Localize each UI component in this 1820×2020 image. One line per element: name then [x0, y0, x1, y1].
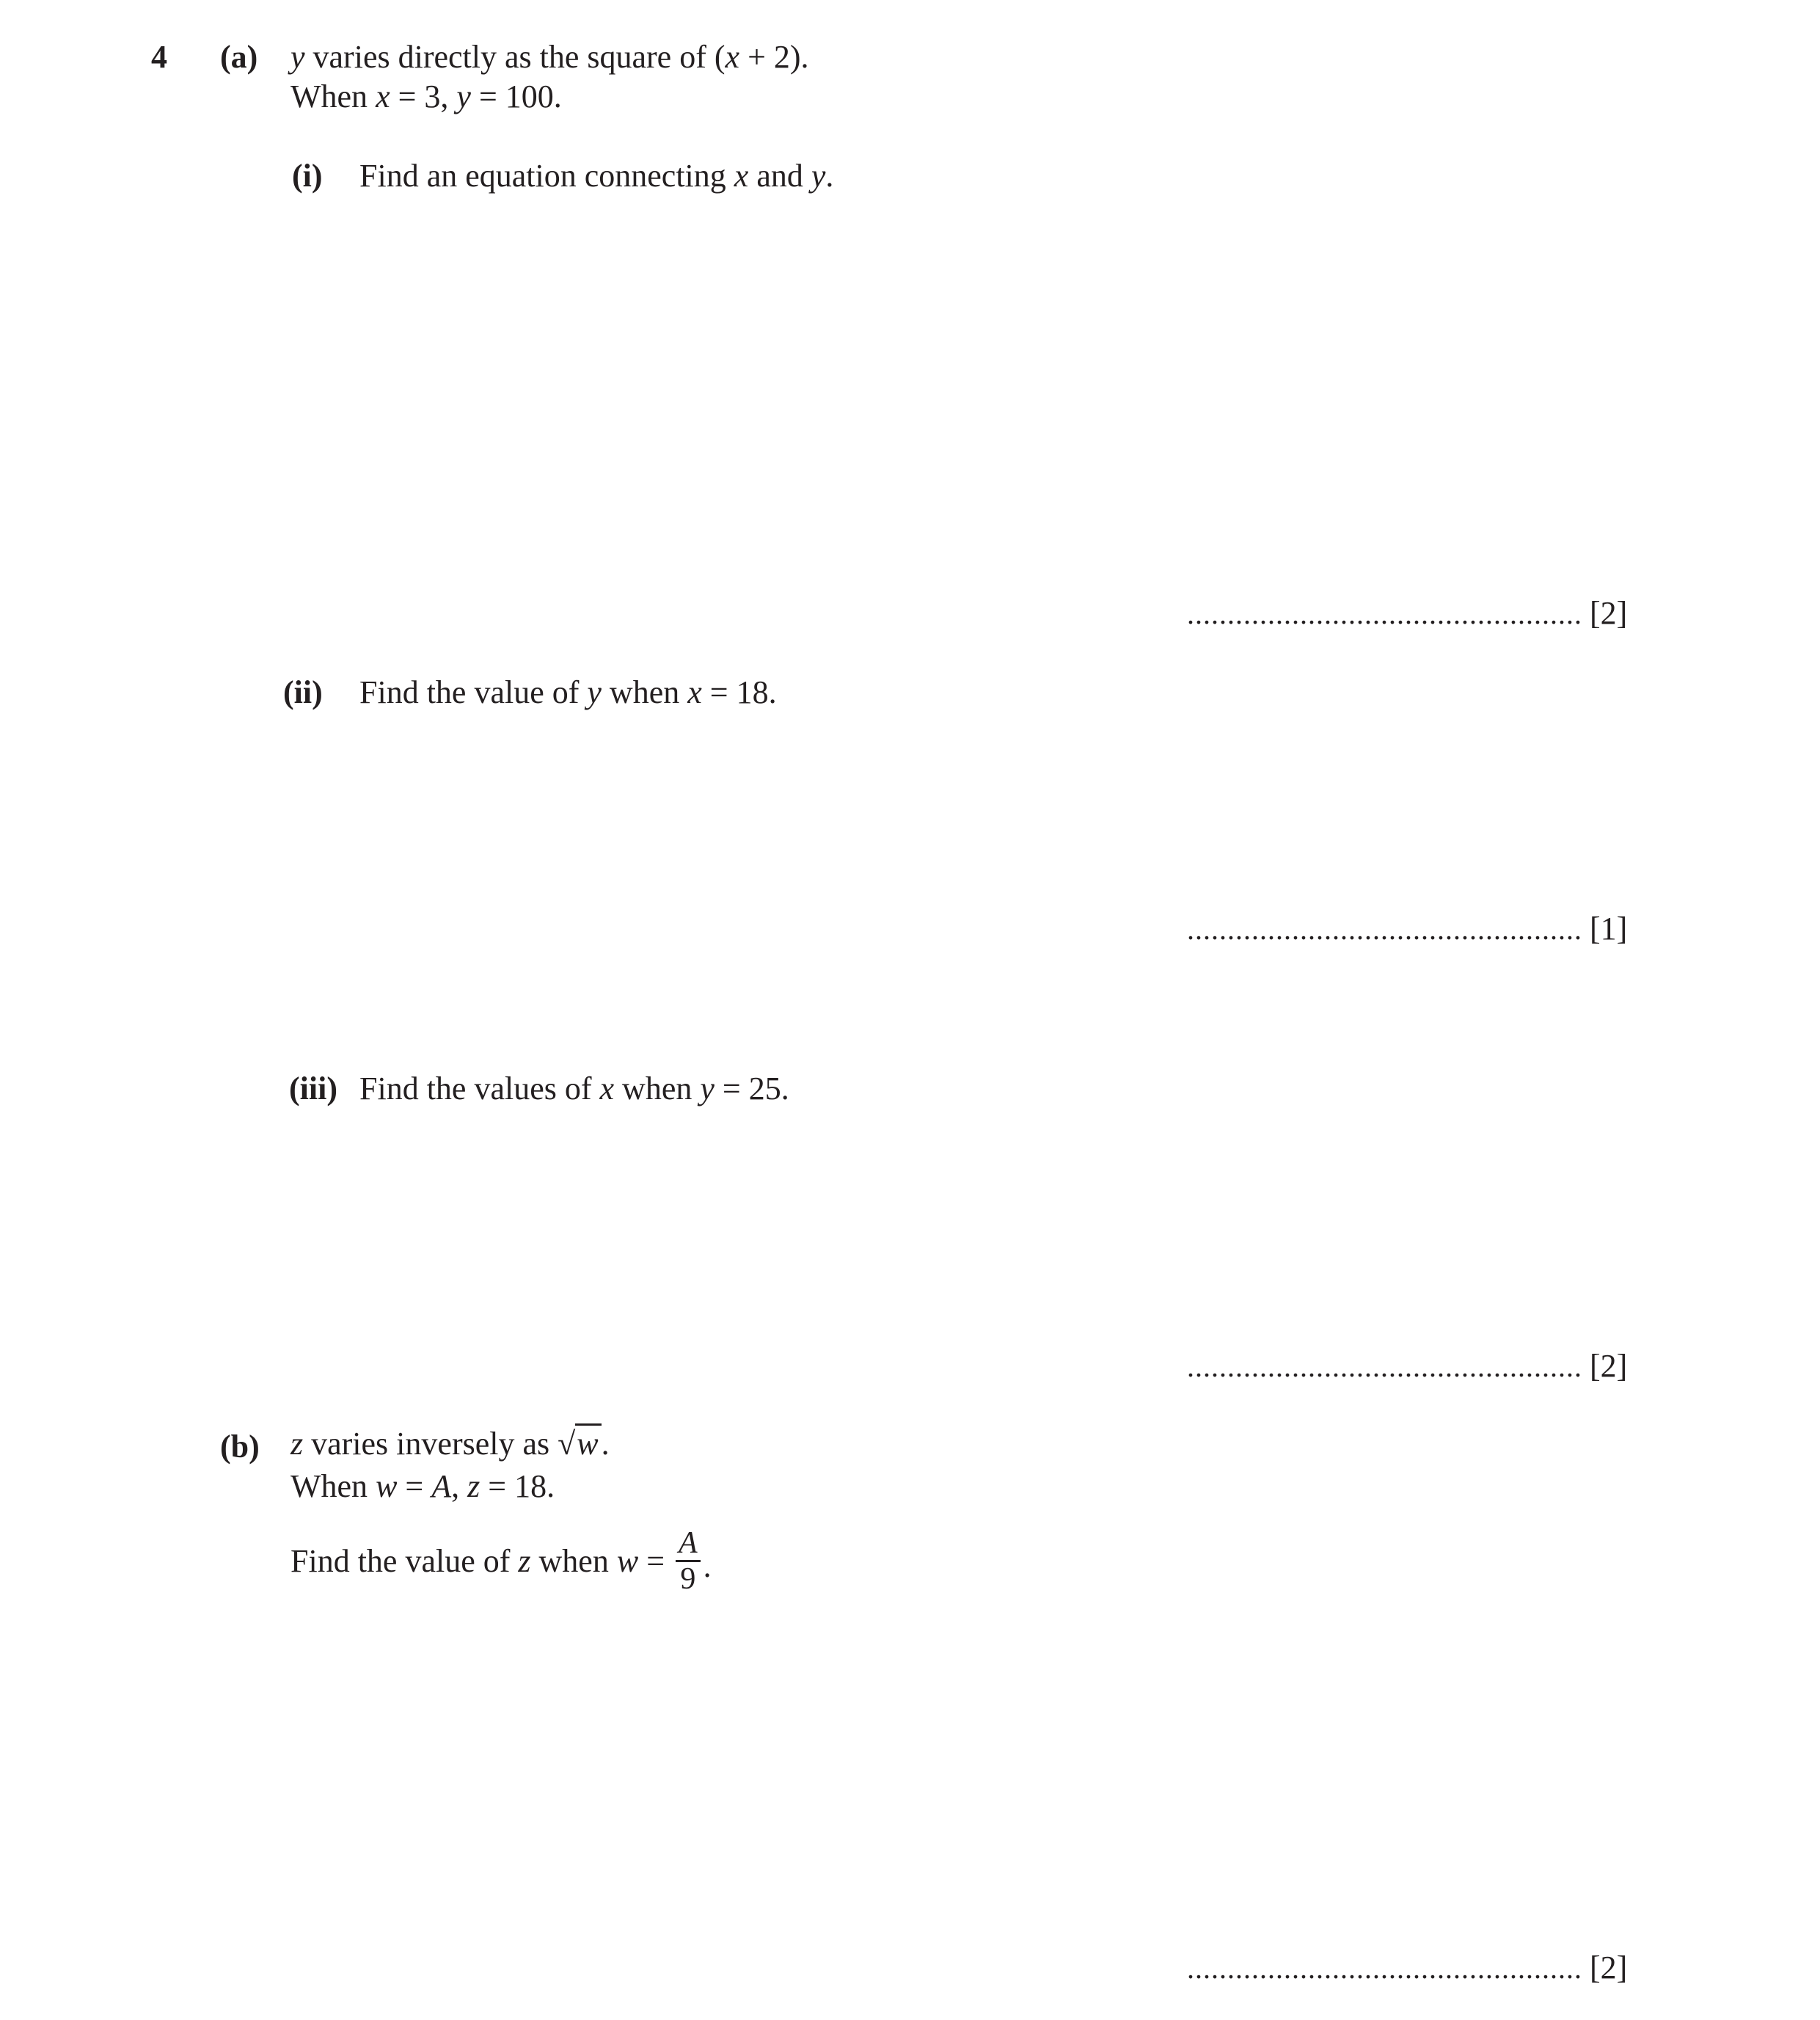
eq-text: = 18.	[480, 1468, 555, 1504]
part-b-task	[290, 1528, 712, 1594]
task-text: Find an equation connecting	[359, 158, 734, 194]
answer-dots: .................................................	[1187, 1952, 1582, 1985]
part-b-label: (b)	[220, 1429, 260, 1465]
and-text: and	[748, 158, 811, 194]
answer-dots: .................................................	[1187, 1350, 1582, 1383]
part-b-stem-line2	[290, 1470, 555, 1503]
eq-text: = 3,	[390, 79, 457, 114]
var-z: z	[467, 1468, 480, 1504]
sub-ii-label: (ii)	[283, 674, 323, 710]
stem-text: varies directly as the square of (	[304, 39, 726, 75]
var-x: x	[376, 79, 390, 114]
when-text: When	[290, 79, 376, 114]
end-text: .	[703, 1548, 712, 1584]
stem-text: varies inversely as	[303, 1426, 558, 1462]
sub-ii-text	[359, 674, 777, 710]
part-a-label: (a)	[220, 39, 258, 75]
eq-text: = 100.	[470, 79, 562, 114]
task-text: Find the value of	[290, 1542, 511, 1579]
stem-tail: + 2).	[739, 39, 809, 75]
when-text: when	[601, 674, 688, 710]
part-a-stem-line1	[290, 41, 809, 73]
mark-allocation: [2]	[1590, 1348, 1628, 1384]
sub-i-label: (i)	[292, 158, 323, 194]
sub-iii-text	[359, 1073, 789, 1105]
eq-text: =	[397, 1468, 432, 1504]
when-text: when	[614, 1071, 701, 1106]
var-x: x	[599, 1071, 615, 1106]
fraction-numerator: A	[676, 1528, 701, 1562]
var-y: y	[811, 158, 826, 194]
sub-iii-label: (iii)	[289, 1071, 337, 1106]
end-text: .	[601, 1426, 610, 1462]
var-z: z	[290, 1426, 304, 1462]
part-a-stem-line2	[290, 81, 562, 113]
answer-line-a-ii[interactable]	[1187, 913, 1627, 945]
end-text: .	[825, 158, 834, 194]
var-y: y	[456, 79, 471, 114]
mark-allocation: [2]	[1590, 595, 1628, 631]
when-text: when	[530, 1542, 617, 1579]
end-text: = 25.	[714, 1071, 789, 1106]
task-text: Find the value of	[359, 674, 588, 710]
fraction-denominator: 9	[680, 1562, 696, 1596]
answer-line-a-i[interactable]	[1187, 597, 1627, 630]
fraction-A-over-9	[676, 1528, 701, 1594]
part-b-stem-line1	[290, 1428, 610, 1460]
var-x: x	[734, 158, 749, 194]
mark-allocation: [1]	[1590, 911, 1628, 947]
var-y: y	[587, 674, 602, 710]
answer-line-b[interactable]	[1187, 1952, 1627, 1984]
var-w: w	[376, 1468, 398, 1504]
var-w: w	[616, 1542, 639, 1579]
answer-dots: .................................................	[1187, 597, 1582, 630]
var-y: y	[700, 1071, 715, 1106]
answer-line-a-iii[interactable]	[1187, 1350, 1627, 1382]
sub-i-text	[359, 160, 833, 192]
radicand-w: w	[575, 1423, 601, 1462]
end-text: = 18.	[701, 674, 777, 710]
when-text: When	[290, 1468, 376, 1504]
task-text: Find the values of	[359, 1071, 600, 1106]
var-z: z	[518, 1542, 531, 1579]
comma-text: ,	[451, 1468, 468, 1504]
var-x: x	[725, 39, 740, 75]
mark-allocation: [2]	[1590, 1950, 1628, 1986]
answer-dots: .................................................	[1187, 913, 1582, 946]
var-A: A	[431, 1468, 452, 1504]
eq-text: =	[638, 1542, 673, 1579]
var-y: y	[290, 39, 305, 75]
sqrt-sign: √	[558, 1426, 576, 1462]
square-root	[558, 1428, 602, 1460]
var-x: x	[687, 674, 702, 710]
question-number: 4	[151, 39, 167, 75]
